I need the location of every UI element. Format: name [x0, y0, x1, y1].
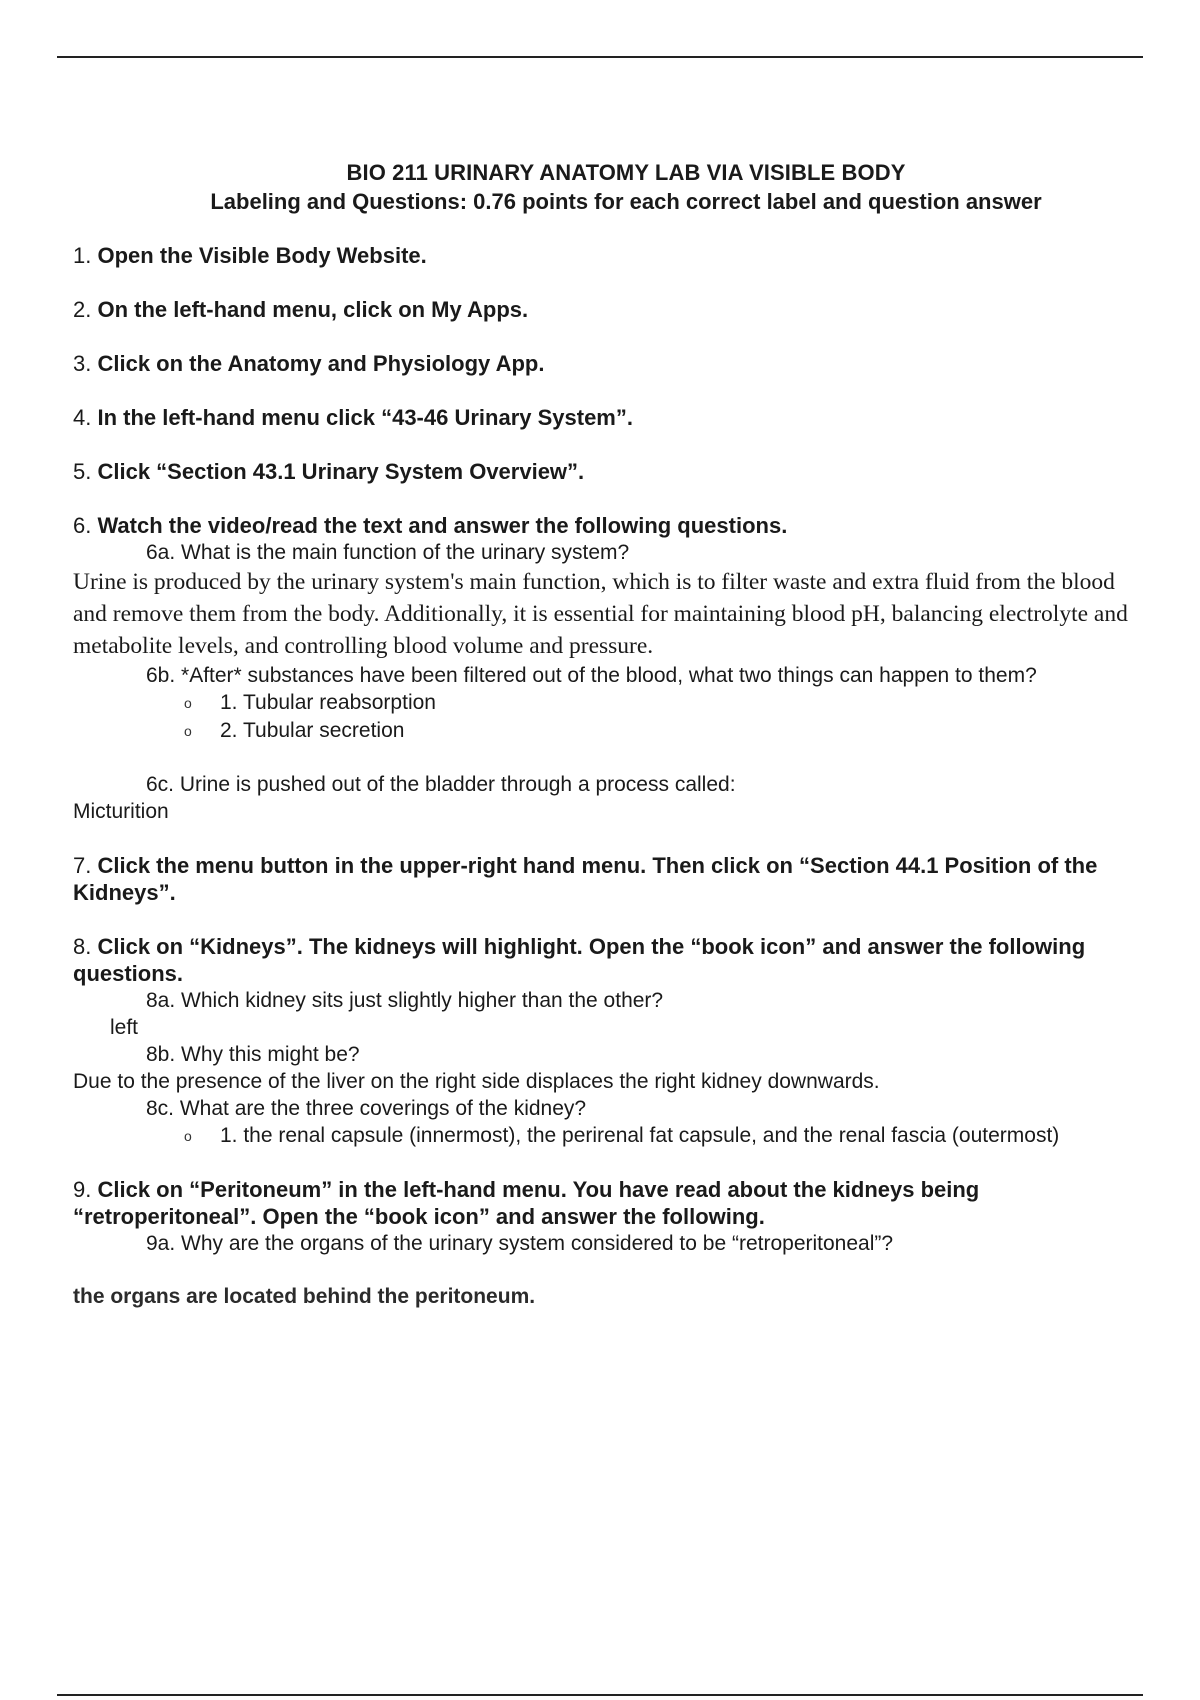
- document-subtitle: Labeling and Questions: 0.76 points for each correct label and question answer: [210, 189, 1042, 214]
- step-9: 9. Click on “Peritoneum” in the left-hand menu. You have read about the kidneys being “retroperitoneal”. Open the “book icon” and answer the following.: [73, 1177, 980, 1229]
- question-8c: 8c. What are the three coverings of the kidney?: [146, 1097, 587, 1120]
- answer-9a: the organs are located behind the peritoneum.: [73, 1285, 536, 1308]
- question-6a: 6a. What is the main function of the urinary system?: [146, 541, 630, 564]
- list-item: o 1. Tubular reabsorption: [184, 689, 1163, 717]
- answer-8b: Due to the presence of the liver on the right side displaces the right kidney downwards.: [73, 1070, 880, 1093]
- question-9a: 9a. Why are the organs of the urinary system considered to be “retroperitoneal”?: [146, 1232, 894, 1255]
- document-body: [73, 158, 1163, 1310]
- answer-6a: Urine is produced by the urinary system's main function, which is to filter waste and extra fluid from the blood and remove them from the body. Additionally, it is essential for maintaining blood pH, balancing electrolyte and metabolite levels, and controlling blood volume and pressure.: [73, 569, 1128, 659]
- answer-6c: Micturition: [73, 800, 169, 823]
- document-title: BIO 211 URINARY ANATOMY LAB VIA VISIBLE BODY: [346, 160, 906, 185]
- circle-bullet-icon: o: [184, 1128, 192, 1144]
- top-rule: [57, 56, 1143, 58]
- bottom-rule: [57, 1694, 1143, 1696]
- step-7: 7. Click the menu button in the upper-right hand menu. Then click on “Section 44.1 Position of the Kidneys”.: [73, 853, 1098, 905]
- list-item: o 2. Tubular secretion: [184, 717, 1163, 745]
- step-6: 6. Watch the video/read the text and answer the following questions.: [73, 513, 788, 538]
- answer-8a: left: [110, 1016, 139, 1039]
- circle-bullet-icon: o: [184, 723, 192, 739]
- question-8b: 8b. Why this might be?: [146, 1043, 360, 1066]
- circle-bullet-icon: o: [184, 695, 192, 711]
- step-3: 3. Click on the Anatomy and Physiology App.: [73, 351, 545, 376]
- step-8: 8. Click on “Kidneys”. The kidneys will highlight. Open the “book icon” and answer the following questions.: [73, 934, 1086, 986]
- question-8a: 8a. Which kidney sits just slightly higher than the other?: [146, 989, 664, 1012]
- step-5: 5. Click “Section 43.1 Urinary System Overview”.: [73, 459, 585, 484]
- step-1: 1. Open the Visible Body Website.: [73, 243, 427, 268]
- question-6b: 6b. *After* substances have been filtered out of the blood, what two things can happen to them?: [146, 664, 1037, 687]
- answer-8c-list: [73, 1122, 1163, 1150]
- answer-6b-list: [73, 689, 1163, 745]
- list-item: o 1. the renal capsule (innermost), the perirenal fat capsule, and the renal fascia (outermost): [184, 1122, 1163, 1150]
- step-4: 4. In the left-hand menu click “43-46 Urinary System”.: [73, 405, 633, 430]
- step-2: 2. On the left-hand menu, click on My Apps.: [73, 297, 529, 322]
- question-6c: 6c. Urine is pushed out of the bladder through a process called:: [146, 773, 736, 796]
